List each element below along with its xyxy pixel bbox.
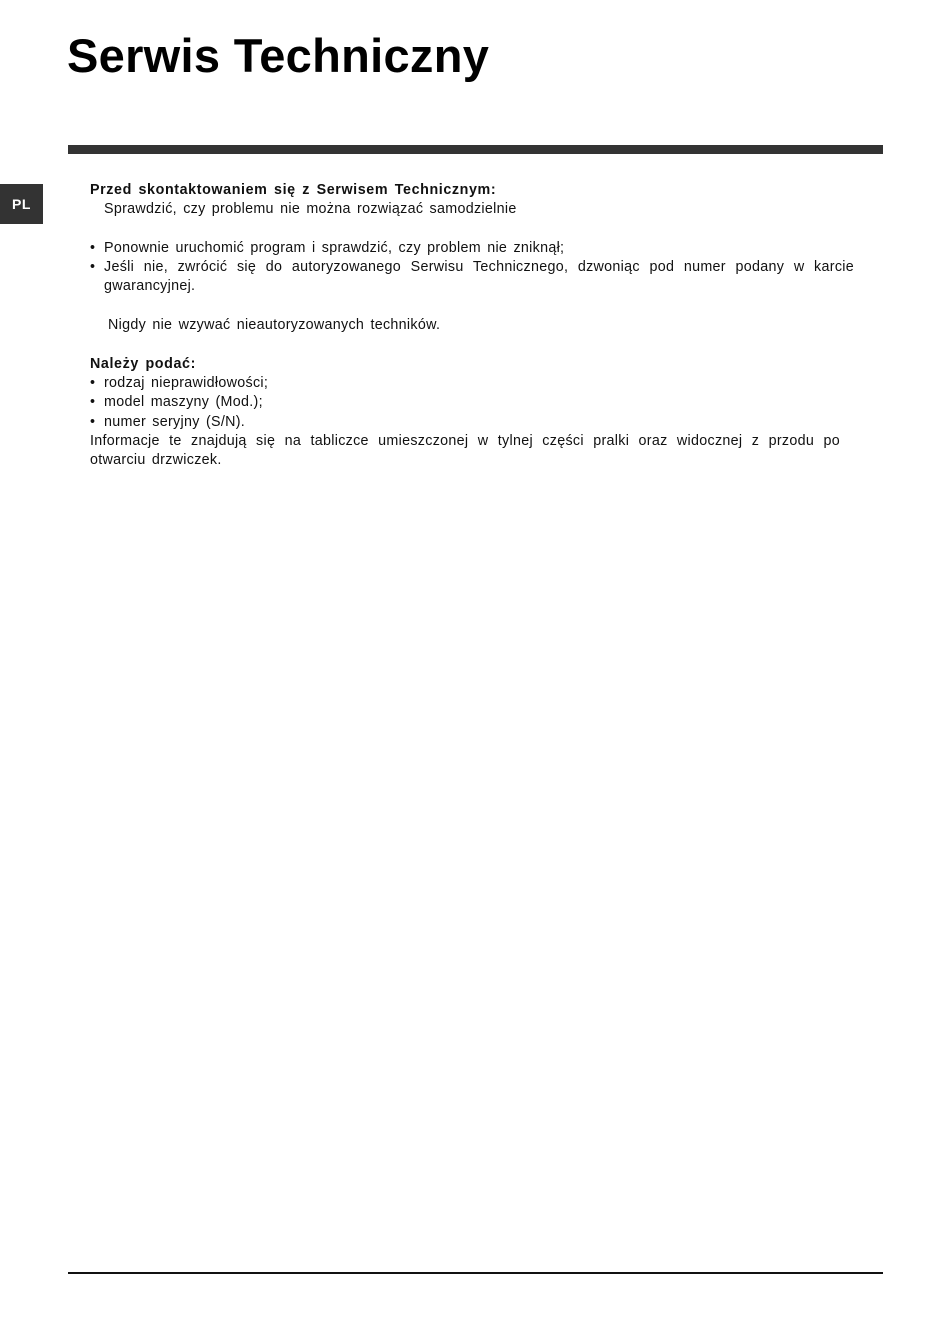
list-item-text: model maszyny (Mod.); bbox=[104, 394, 263, 411]
spacer bbox=[90, 297, 854, 316]
bullet-icon: • bbox=[90, 413, 96, 430]
list-item-text: rodzaj nieprawidłowości; bbox=[104, 374, 269, 391]
page-title: Serwis Techniczny bbox=[67, 29, 490, 82]
main-content bbox=[90, 181, 854, 470]
header-divider bbox=[68, 145, 883, 154]
before-contact-heading: Przed skontaktowaniem się z Serwisem Technicznym: bbox=[90, 182, 497, 198]
list-item-text: numer seryjny (S/N). bbox=[104, 413, 246, 430]
list-item bbox=[90, 374, 854, 393]
provide-info-list bbox=[90, 374, 854, 432]
list-item bbox=[90, 239, 854, 258]
list-item-text: Jeśli nie, zwrócić się do autoryzowanego Serwisu Technicznego, dzwoniąc pod numer podany w karcie gwarancyjnej. bbox=[104, 259, 854, 295]
before-contact-list bbox=[90, 239, 854, 297]
list-item bbox=[90, 413, 854, 432]
bullet-icon: • bbox=[90, 239, 96, 256]
warning-text: Nigdy nie wzywać nieautoryzowanych techników. bbox=[108, 317, 441, 334]
bullet-icon: • bbox=[90, 374, 96, 391]
footer-divider bbox=[68, 1272, 883, 1274]
bullet-icon: • bbox=[90, 259, 96, 276]
provide-info-note: Informacje te znajdują się na tabliczce umieszczonej w tylnej części pralki oraz widocznej z przodu po otwarciu drzwiczek. bbox=[90, 432, 840, 469]
list-item bbox=[90, 393, 854, 412]
bullet-icon: • bbox=[90, 394, 96, 411]
provide-info-heading: Należy podać: bbox=[90, 355, 196, 372]
before-contact-intro: Sprawdzić, czy problemu nie można rozwiązać samodzielnie bbox=[104, 201, 517, 218]
list-item bbox=[90, 258, 854, 297]
language-tab: PL bbox=[0, 184, 43, 224]
spacer bbox=[90, 220, 854, 239]
list-item-text: Ponownie uruchomić program i sprawdzić, czy problem nie zniknął; bbox=[104, 239, 565, 256]
spacer bbox=[90, 335, 854, 354]
